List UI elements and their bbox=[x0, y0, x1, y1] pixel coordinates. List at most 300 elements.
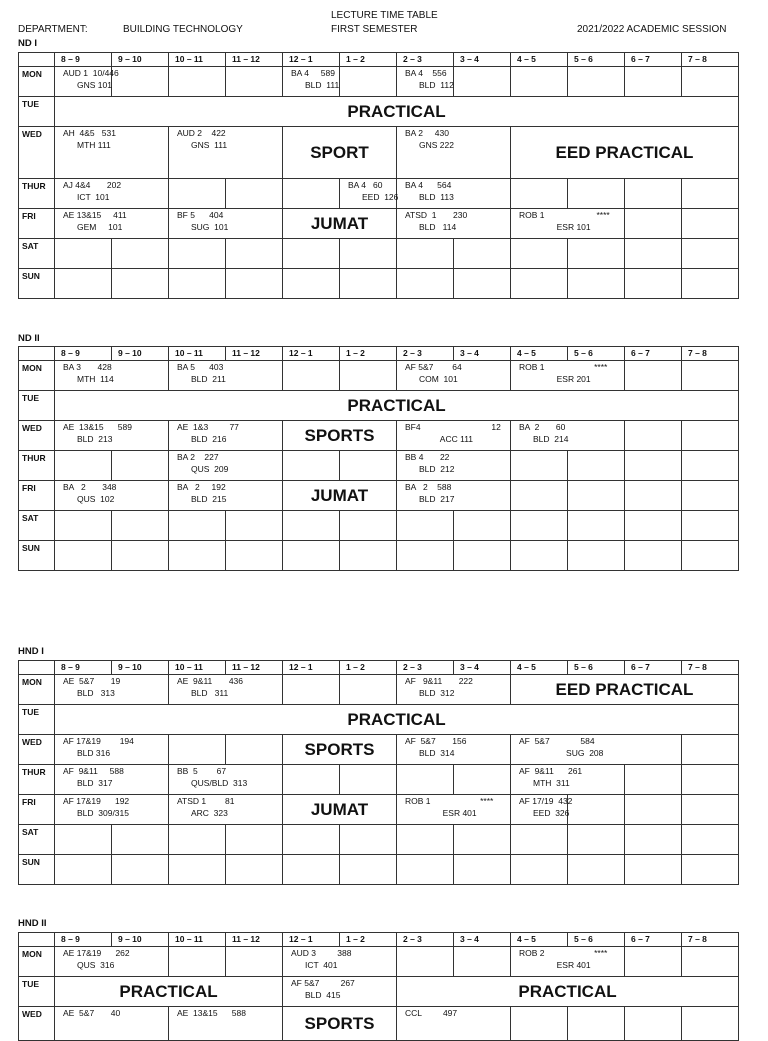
time-slot-header: 10 – 11 bbox=[169, 53, 226, 67]
empty-cell bbox=[511, 67, 568, 97]
empty-cell bbox=[340, 675, 397, 705]
empty-cell bbox=[568, 239, 625, 269]
day-row bbox=[19, 391, 739, 421]
corner-cell bbox=[19, 53, 55, 67]
empty-cell bbox=[511, 239, 568, 269]
day-label: SAT bbox=[19, 239, 55, 269]
empty-cell bbox=[625, 361, 682, 391]
time-slot-header: 5 – 6 bbox=[568, 347, 625, 361]
time-slot-header: 1 – 2 bbox=[340, 53, 397, 67]
course-cell bbox=[55, 361, 169, 391]
empty-cell bbox=[283, 855, 340, 885]
lecturer-room: AF 17/19 432 bbox=[519, 796, 573, 806]
time-slot-header: 3 – 4 bbox=[454, 53, 511, 67]
activity-block: JUMAT bbox=[283, 209, 397, 239]
lecturer-room: BB 5 67 bbox=[177, 766, 227, 776]
lecturer-room: AF 9&11 588 bbox=[63, 766, 124, 776]
time-slot-header: 6 – 7 bbox=[625, 661, 682, 675]
course-code: BLD 309/315 bbox=[77, 808, 129, 818]
time-slot-header: 12 – 1 bbox=[283, 933, 340, 947]
empty-cell bbox=[625, 855, 682, 885]
empty-cell bbox=[112, 825, 169, 855]
empty-cell bbox=[568, 451, 625, 481]
course-cell bbox=[55, 209, 169, 239]
course-cell bbox=[397, 795, 511, 825]
time-slot-header: 6 – 7 bbox=[625, 933, 682, 947]
lecturer-room: AE 13&15 411 bbox=[63, 210, 127, 220]
day-label: SAT bbox=[19, 825, 55, 855]
day-label: TUE bbox=[19, 705, 55, 735]
activity-block: SPORT bbox=[283, 127, 397, 179]
day-row bbox=[19, 451, 739, 481]
empty-cell bbox=[682, 239, 739, 269]
empty-cell bbox=[340, 269, 397, 299]
day-label: FRI bbox=[19, 481, 55, 511]
empty-cell bbox=[682, 209, 739, 239]
empty-cell bbox=[625, 179, 682, 209]
course-code: BLD 111 bbox=[305, 80, 340, 90]
empty-cell bbox=[169, 947, 226, 977]
day-row bbox=[19, 361, 739, 391]
empty-cell bbox=[625, 209, 682, 239]
section-label-hnd2: HND II bbox=[18, 918, 47, 929]
empty-cell bbox=[568, 855, 625, 885]
lecturer-room: ATSD 1 230 bbox=[405, 210, 468, 220]
empty-cell bbox=[682, 481, 739, 511]
empty-cell bbox=[511, 1007, 568, 1041]
empty-cell bbox=[625, 541, 682, 571]
timetable-nd2 bbox=[18, 346, 739, 571]
lecturer-room: AF 17&19 194 bbox=[63, 736, 134, 746]
empty-cell bbox=[397, 511, 454, 541]
course-cell bbox=[511, 361, 625, 391]
course-cell bbox=[55, 179, 169, 209]
empty-cell bbox=[55, 239, 112, 269]
course-code: COM 101 bbox=[419, 374, 458, 384]
course-code: BLD 217 bbox=[419, 494, 455, 504]
course-code: ESR 101 bbox=[533, 222, 591, 232]
lecturer-room: ROB 1 **** bbox=[405, 796, 494, 806]
empty-cell bbox=[340, 67, 397, 97]
time-slot-header: 8 – 9 bbox=[55, 347, 112, 361]
course-cell bbox=[169, 361, 283, 391]
course-code: SUG 101 bbox=[191, 222, 229, 232]
course-code: BLD 114 bbox=[419, 222, 457, 232]
empty-cell bbox=[112, 855, 169, 885]
empty-cell bbox=[454, 269, 511, 299]
empty-cell bbox=[226, 239, 283, 269]
empty-cell bbox=[226, 179, 283, 209]
time-slot-header: 6 – 7 bbox=[625, 347, 682, 361]
day-label: FRI bbox=[19, 209, 55, 239]
time-slot-header: 2 – 3 bbox=[397, 661, 454, 675]
empty-cell bbox=[340, 541, 397, 571]
time-slot-header: 3 – 4 bbox=[454, 661, 511, 675]
day-label: TUE bbox=[19, 391, 55, 421]
course-cell bbox=[55, 675, 169, 705]
time-slot-header: 3 – 4 bbox=[454, 933, 511, 947]
course-cell bbox=[397, 675, 511, 705]
empty-cell bbox=[397, 269, 454, 299]
day-row bbox=[19, 765, 739, 795]
day-row bbox=[19, 977, 739, 1007]
timetable-hnd1 bbox=[18, 660, 739, 885]
course-cell bbox=[283, 67, 340, 97]
day-row bbox=[19, 705, 739, 735]
empty-cell bbox=[625, 421, 682, 451]
course-cell bbox=[55, 735, 169, 765]
empty-cell bbox=[682, 947, 739, 977]
course-cell bbox=[169, 451, 283, 481]
empty-cell bbox=[283, 269, 340, 299]
course-code: BLD 213 bbox=[77, 434, 113, 444]
empty-cell bbox=[397, 239, 454, 269]
empty-cell bbox=[55, 825, 112, 855]
activity-block: PRACTICAL bbox=[397, 977, 739, 1007]
empty-cell bbox=[340, 765, 397, 795]
timetable-title: LECTURE TIME TABLE bbox=[331, 10, 438, 21]
course-code: BLD 214 bbox=[533, 434, 569, 444]
course-cell bbox=[169, 1007, 283, 1041]
course-cell bbox=[340, 179, 397, 209]
empty-cell bbox=[55, 855, 112, 885]
empty-cell bbox=[55, 451, 112, 481]
time-slot-header: 10 – 11 bbox=[169, 661, 226, 675]
day-row bbox=[19, 825, 739, 855]
lecturer-room: CCL 497 bbox=[405, 1008, 458, 1018]
time-slot-header: 7 – 8 bbox=[682, 933, 739, 947]
empty-cell bbox=[226, 735, 283, 765]
lecturer-room: BA 2 192 bbox=[177, 482, 226, 492]
empty-cell bbox=[511, 511, 568, 541]
empty-cell bbox=[682, 855, 739, 885]
course-cell bbox=[397, 451, 511, 481]
lecturer-room: BA 5 403 bbox=[177, 362, 224, 372]
course-cell bbox=[169, 127, 283, 179]
course-code: QUS 209 bbox=[191, 464, 229, 474]
lecturer-room: BA 2 430 bbox=[405, 128, 449, 138]
empty-cell bbox=[625, 451, 682, 481]
day-row bbox=[19, 97, 739, 127]
time-slot-header: 11 – 12 bbox=[226, 53, 283, 67]
empty-cell bbox=[454, 67, 511, 97]
empty-cell bbox=[226, 947, 283, 977]
course-cell bbox=[397, 67, 454, 97]
department-label: DEPARTMENT: bbox=[18, 24, 88, 35]
empty-cell bbox=[454, 825, 511, 855]
empty-cell bbox=[397, 947, 454, 977]
empty-cell bbox=[397, 765, 454, 795]
day-row bbox=[19, 67, 739, 97]
course-code: BLD 313 bbox=[77, 688, 115, 698]
time-slot-header: 9 – 10 bbox=[112, 53, 169, 67]
header-row bbox=[19, 347, 739, 361]
lecturer-room: BA 4 556 bbox=[405, 68, 447, 78]
day-label: SUN bbox=[19, 541, 55, 571]
time-slot-header: 2 – 3 bbox=[397, 347, 454, 361]
time-slot-header: 12 – 1 bbox=[283, 53, 340, 67]
section-label-nd1: ND I bbox=[18, 38, 37, 49]
empty-cell bbox=[340, 361, 397, 391]
empty-cell bbox=[568, 511, 625, 541]
course-code: BLD 415 bbox=[305, 990, 341, 1000]
lecturer-room: AE 13&15 588 bbox=[177, 1008, 246, 1018]
course-cell bbox=[397, 209, 511, 239]
course-code: BLD 216 bbox=[191, 434, 227, 444]
lecturer-room: BA 4 60 bbox=[348, 180, 383, 190]
course-code: ICT 401 bbox=[305, 960, 338, 970]
empty-cell bbox=[625, 765, 682, 795]
course-code: EED 326 bbox=[533, 808, 570, 818]
department-name: BUILDING TECHNOLOGY bbox=[123, 24, 243, 35]
lecturer-room: AE 1&3 77 bbox=[177, 422, 239, 432]
course-cell bbox=[55, 421, 169, 451]
lecturer-room: ROB 1 **** bbox=[519, 210, 610, 220]
activity-block: PRACTICAL bbox=[55, 705, 739, 735]
course-code: QUS 316 bbox=[77, 960, 115, 970]
empty-cell bbox=[682, 1007, 739, 1041]
time-slot-header: 1 – 2 bbox=[340, 933, 397, 947]
empty-cell bbox=[682, 511, 739, 541]
time-slot-header: 7 – 8 bbox=[682, 347, 739, 361]
empty-cell bbox=[625, 795, 682, 825]
day-label: MON bbox=[19, 361, 55, 391]
activity-block: EED PRACTICAL bbox=[511, 675, 739, 705]
lecturer-room: AF 5&7 156 bbox=[405, 736, 467, 746]
activity-block: PRACTICAL bbox=[55, 97, 739, 127]
timetable-nd1 bbox=[18, 52, 739, 299]
time-slot-header: 4 – 5 bbox=[511, 933, 568, 947]
empty-cell bbox=[55, 511, 112, 541]
empty-cell bbox=[511, 541, 568, 571]
empty-cell bbox=[283, 511, 340, 541]
time-slot-header: 2 – 3 bbox=[397, 53, 454, 67]
empty-cell bbox=[682, 421, 739, 451]
lecturer-room: AF 17&19 192 bbox=[63, 796, 130, 806]
course-code: GNS 111 bbox=[191, 140, 228, 150]
lecturer-room: AH 4&5 531 bbox=[63, 128, 116, 138]
day-row bbox=[19, 481, 739, 511]
time-slot-header: 5 – 6 bbox=[568, 933, 625, 947]
empty-cell bbox=[454, 855, 511, 885]
lecturer-room: BA 2 227 bbox=[177, 452, 219, 462]
time-slot-header: 7 – 8 bbox=[682, 661, 739, 675]
empty-cell bbox=[55, 269, 112, 299]
lecturer-room: AUD 2 422 bbox=[177, 128, 226, 138]
course-code: BLD 113 bbox=[419, 192, 454, 202]
course-cell bbox=[169, 481, 283, 511]
empty-cell bbox=[397, 855, 454, 885]
day-row bbox=[19, 1007, 739, 1041]
empty-cell bbox=[682, 541, 739, 571]
empty-cell bbox=[55, 541, 112, 571]
empty-cell bbox=[511, 179, 568, 209]
course-code: GEM 101 bbox=[77, 222, 123, 232]
empty-cell bbox=[112, 239, 169, 269]
course-cell bbox=[397, 481, 511, 511]
empty-cell bbox=[568, 541, 625, 571]
day-label: WED bbox=[19, 1007, 55, 1041]
corner-cell bbox=[19, 933, 55, 947]
course-code: ICT 101 bbox=[77, 192, 110, 202]
empty-cell bbox=[283, 179, 340, 209]
header-row bbox=[19, 933, 739, 947]
course-code: BLD 312 bbox=[419, 688, 455, 698]
empty-cell bbox=[568, 795, 625, 825]
time-slot-header: 11 – 12 bbox=[226, 661, 283, 675]
day-row bbox=[19, 421, 739, 451]
empty-cell bbox=[682, 795, 739, 825]
course-cell bbox=[169, 209, 283, 239]
day-row bbox=[19, 795, 739, 825]
course-cell bbox=[169, 765, 283, 795]
empty-cell bbox=[511, 855, 568, 885]
course-code: BLD 215 bbox=[191, 494, 227, 504]
course-cell bbox=[55, 765, 169, 795]
time-slot-header: 1 – 2 bbox=[340, 347, 397, 361]
empty-cell bbox=[568, 1007, 625, 1041]
empty-cell bbox=[682, 179, 739, 209]
course-cell bbox=[511, 947, 625, 977]
course-code: ACC 111 bbox=[419, 434, 474, 444]
time-slot-header: 12 – 1 bbox=[283, 661, 340, 675]
course-cell bbox=[169, 675, 283, 705]
empty-cell bbox=[625, 947, 682, 977]
course-cell bbox=[55, 795, 169, 825]
time-slot-header: 3 – 4 bbox=[454, 347, 511, 361]
course-code: BLD 211 bbox=[191, 374, 226, 384]
course-code: BLD 112 bbox=[419, 80, 454, 90]
course-cell bbox=[283, 977, 397, 1007]
empty-cell bbox=[340, 451, 397, 481]
time-slot-header: 10 – 11 bbox=[169, 933, 226, 947]
lecturer-room: AUD 1 10/446 bbox=[63, 68, 119, 78]
lecturer-room: BB 4 22 bbox=[405, 452, 450, 462]
empty-cell bbox=[283, 765, 340, 795]
day-label: THUR bbox=[19, 765, 55, 795]
empty-cell bbox=[112, 67, 169, 97]
empty-cell bbox=[454, 765, 511, 795]
section-label-nd2: ND II bbox=[18, 333, 40, 344]
empty-cell bbox=[454, 511, 511, 541]
empty-cell bbox=[625, 67, 682, 97]
lecturer-room: AF 9&11 222 bbox=[405, 676, 473, 686]
lecturer-room: AF 5&7 584 bbox=[519, 736, 595, 746]
time-slot-header: 11 – 12 bbox=[226, 347, 283, 361]
activity-block: JUMAT bbox=[283, 481, 397, 511]
course-code: BLD 316 bbox=[77, 748, 111, 758]
day-row bbox=[19, 239, 739, 269]
empty-cell bbox=[340, 825, 397, 855]
timetable-hnd2 bbox=[18, 932, 739, 1041]
lecturer-room: BF 5 404 bbox=[177, 210, 224, 220]
day-label: MON bbox=[19, 67, 55, 97]
empty-cell bbox=[226, 269, 283, 299]
empty-cell bbox=[454, 239, 511, 269]
lecturer-room: AJ 4&4 202 bbox=[63, 180, 122, 190]
lecturer-room: AF 5&7 267 bbox=[291, 978, 355, 988]
course-code: SUG 208 bbox=[533, 748, 604, 758]
course-cell bbox=[397, 735, 511, 765]
course-cell bbox=[397, 1007, 511, 1041]
course-cell bbox=[397, 127, 511, 179]
course-cell bbox=[283, 947, 397, 977]
day-row bbox=[19, 127, 739, 179]
lecturer-room: ATSD 1 81 bbox=[177, 796, 235, 806]
time-slot-header: 2 – 3 bbox=[397, 933, 454, 947]
corner-cell bbox=[19, 347, 55, 361]
course-cell bbox=[55, 481, 169, 511]
lecturer-room: BA 2 60 bbox=[519, 422, 566, 432]
empty-cell bbox=[397, 825, 454, 855]
activity-block: SPORTS bbox=[283, 735, 397, 765]
course-code: BLD 317 bbox=[77, 778, 113, 788]
course-cell bbox=[511, 421, 625, 451]
activity-block: EED PRACTICAL bbox=[511, 127, 739, 179]
course-cell bbox=[55, 127, 169, 179]
lecturer-room: AE 17&19 262 bbox=[63, 948, 130, 958]
empty-cell bbox=[625, 825, 682, 855]
day-row bbox=[19, 209, 739, 239]
lecturer-room: ROB 1 **** bbox=[519, 362, 608, 372]
empty-cell bbox=[283, 451, 340, 481]
course-cell bbox=[397, 421, 511, 451]
day-row bbox=[19, 675, 739, 705]
activity-block: PRACTICAL bbox=[55, 977, 283, 1007]
corner-cell bbox=[19, 661, 55, 675]
empty-cell bbox=[169, 825, 226, 855]
empty-cell bbox=[283, 825, 340, 855]
empty-cell bbox=[454, 541, 511, 571]
time-slot-header: 7 – 8 bbox=[682, 53, 739, 67]
time-slot-header: 8 – 9 bbox=[55, 661, 112, 675]
empty-cell bbox=[112, 269, 169, 299]
day-label: MON bbox=[19, 947, 55, 977]
empty-cell bbox=[625, 269, 682, 299]
course-code: BLD 212 bbox=[419, 464, 455, 474]
empty-cell bbox=[283, 675, 340, 705]
course-code: QUS/BLD 313 bbox=[191, 778, 248, 788]
day-row bbox=[19, 947, 739, 977]
empty-cell bbox=[682, 67, 739, 97]
activity-block: PRACTICAL bbox=[55, 391, 739, 421]
empty-cell bbox=[283, 361, 340, 391]
lecturer-room: BA 4 564 bbox=[405, 180, 452, 190]
empty-cell bbox=[511, 451, 568, 481]
day-label: WED bbox=[19, 735, 55, 765]
time-slot-header: 12 – 1 bbox=[283, 347, 340, 361]
course-code: ESR 201 bbox=[533, 374, 591, 384]
course-cell bbox=[511, 795, 573, 825]
time-slot-header: 10 – 11 bbox=[169, 347, 226, 361]
empty-cell bbox=[682, 735, 739, 765]
empty-cell bbox=[226, 67, 283, 97]
course-code: EED 126 bbox=[362, 192, 399, 202]
lecturer-room: AE 5&7 40 bbox=[63, 1008, 121, 1018]
empty-cell bbox=[625, 481, 682, 511]
empty-cell bbox=[682, 361, 739, 391]
empty-cell bbox=[226, 541, 283, 571]
empty-cell bbox=[625, 239, 682, 269]
empty-cell bbox=[511, 481, 568, 511]
empty-cell bbox=[169, 269, 226, 299]
time-slot-header: 1 – 2 bbox=[340, 661, 397, 675]
course-code: ESR 401 bbox=[419, 808, 477, 818]
lecturer-room: BA 2 588 bbox=[405, 482, 452, 492]
empty-cell bbox=[568, 67, 625, 97]
semester-label: FIRST SEMESTER bbox=[331, 24, 418, 35]
lecturer-room: BA 4 589 bbox=[291, 68, 335, 78]
